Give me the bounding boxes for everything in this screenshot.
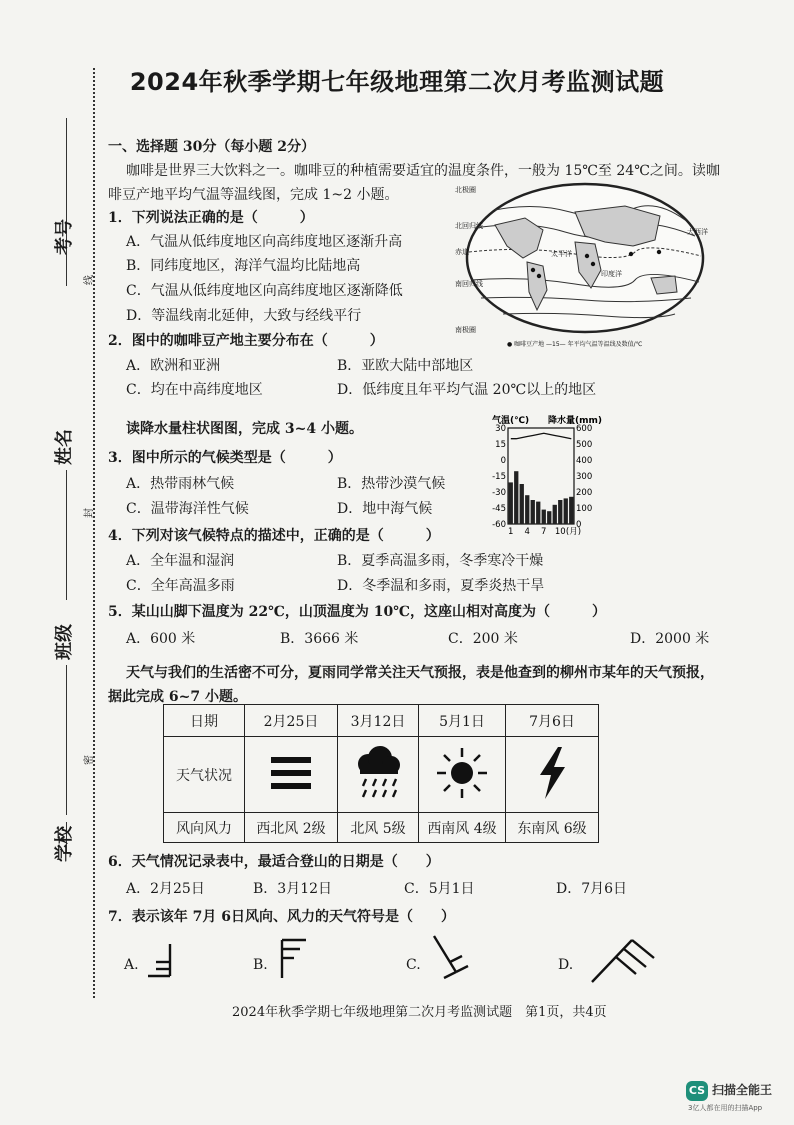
- precip-bar: [520, 484, 524, 524]
- wind-symbol-a: [144, 940, 184, 982]
- q2-option-a: A．欧洲和亚洲: [126, 358, 221, 374]
- right-tick-label: 500: [576, 440, 593, 450]
- q2-stem: 2．图中的咖啡豆产地主要分布在（ ）: [108, 333, 384, 349]
- weather-cell: [338, 737, 419, 813]
- q4-option-c: C．全年高温多雨: [126, 578, 235, 594]
- q7-option-b: B.: [253, 957, 268, 973]
- q1-option-a: A．气温从低纬度地区向高纬度地区逐渐升高: [126, 234, 403, 250]
- q6-option-b: B．3月12日: [253, 881, 333, 897]
- q1-option-c: C．气温从低纬度地区向高纬度地区逐渐降低: [126, 283, 403, 299]
- q1-stem: 1．下列说法正确的是（ ）: [108, 210, 314, 226]
- map-label-north-polar: 北极圈: [455, 186, 476, 194]
- temperature-line: [511, 433, 572, 438]
- q4-option-a: A．全年温和湿润: [126, 553, 235, 569]
- q7-option-a: A.: [124, 957, 139, 973]
- weather-cell: [419, 737, 506, 813]
- xian-mark: 线: [84, 275, 95, 285]
- precip-bar: [509, 482, 513, 524]
- precip-bar: [514, 471, 518, 524]
- lightning-icon: [532, 745, 572, 801]
- fog-icon: [269, 753, 313, 793]
- q5-option-b: B．3666 米: [280, 631, 359, 647]
- right-tick-label: 0: [576, 520, 582, 530]
- q1-option-b: B．同纬度地区，海洋气温均比陆地高: [126, 258, 361, 274]
- precip-bar: [531, 500, 535, 524]
- map-caption: ● 咖啡豆产地 —15— 年平均气温等温线及数值/℃: [507, 341, 643, 348]
- x-tick-label: 10: [554, 527, 566, 536]
- intro-line-2: 啡豆产地平均气温等温线图，完成 1~2 小题。: [108, 187, 399, 203]
- page-footer: 2024年秋季学期七年级地理第二次月考监测试题 第1页，共4页: [232, 1005, 607, 1020]
- map-label-equator: 赤道: [455, 248, 469, 256]
- kaohao-label: 考号: [54, 219, 75, 255]
- x-tick-label: 1: [508, 527, 514, 536]
- right-tick-label: 100: [576, 504, 593, 514]
- q7-stem: 7．表示该年 7月 6日风向、风力的天气符号是（ ）: [108, 909, 455, 925]
- table-header-weather: 天气状况: [164, 737, 245, 813]
- x-tick-label: (月): [565, 527, 582, 536]
- q5-option-d: D．2000 米: [630, 631, 710, 647]
- precip-axis-label: 降水量(mm): [548, 416, 602, 426]
- feng-mark: 封: [84, 508, 95, 518]
- q4-option-d: D．冬季温和多雨，夏季炎热干旱: [337, 578, 545, 594]
- xuexiao-label: 学校: [54, 826, 75, 862]
- banji-line: [66, 665, 67, 815]
- map-label-pacific: 太平洋: [551, 250, 572, 258]
- table-header-date: 日期: [164, 705, 245, 737]
- weather-table: [163, 704, 599, 843]
- q5-option-a: A．600 米: [126, 631, 196, 647]
- chart-instruction: 读降水量柱状图图，完成 3~4 小题。: [126, 421, 363, 437]
- wind-cell: 北风 5级: [338, 813, 419, 843]
- precip-bar: [536, 502, 540, 524]
- intro67-line-1: 天气与我们的生活密不可分，夏雨同学常关注天气预报，表是他查到的柳州市某年的天气预报，: [126, 665, 714, 681]
- right-tick-label: 200: [576, 488, 593, 498]
- date-cell: 3月12日: [338, 705, 419, 737]
- precip-bar: [558, 500, 562, 524]
- q1-option-d: D．等温线南北延伸，大致与经线平行: [126, 308, 362, 324]
- weather-cell: [245, 737, 338, 813]
- q2-option-c: C．均在中高纬度地区: [126, 382, 263, 398]
- left-tick-label: 15: [495, 440, 506, 450]
- wind-cell: 东南风 6级: [506, 813, 599, 843]
- thunder-rain-icon: [352, 746, 404, 800]
- q4-option-b: B．夏季高温多雨，冬季寒冷干燥: [337, 553, 544, 569]
- precip-bar: [564, 498, 568, 524]
- page-title: 2024年秋季学期七年级地理第二次月考监测试题: [129, 68, 665, 96]
- section-heading: 一、选择题 30分（每小题 2分）: [108, 139, 315, 155]
- q6-option-d: D．7月6日: [556, 881, 628, 897]
- temp-axis-label: 气温(℃): [492, 416, 530, 426]
- intro67-line-2: 据此完成 6~7 小题。: [108, 689, 247, 705]
- xingming-line: [66, 470, 67, 600]
- left-tick-label: -45: [492, 504, 506, 514]
- q3-option-c: C．温带海洋性气候: [126, 501, 249, 517]
- precip-bar: [547, 511, 551, 524]
- q5-stem: 5．某山山脚下温度为 22℃，山顶温度为 10℃，这座山相对高度为（ ）: [108, 604, 607, 620]
- precip-bar: [525, 495, 529, 524]
- q3-option-b: B．热带沙漠气候: [337, 476, 446, 492]
- isotherm-map: [455, 180, 720, 350]
- q5-option-c: C．200 米: [448, 631, 518, 647]
- q6-option-c: C．5月1日: [404, 881, 475, 897]
- q4-stem: 4．下列对该气候特点的描述中，正确的是（ ）: [108, 528, 440, 544]
- q6-option-a: A．2月25日: [126, 881, 205, 897]
- wind-symbol-b: [276, 936, 316, 982]
- watermark-name: 扫描全能王: [712, 1083, 773, 1097]
- precip-bar: [569, 497, 573, 524]
- map-label-tropic-south: 南回归线: [455, 280, 483, 288]
- q2-option-d: D．低纬度且年平均气温 20℃以上的地区: [337, 382, 597, 398]
- right-tick-label: 400: [576, 456, 593, 466]
- precip-bar: [553, 505, 557, 524]
- right-tick-label: 300: [576, 472, 593, 482]
- map-label-tropic-north: 北回归线: [455, 222, 483, 230]
- camscanner-logo-icon: CS: [686, 1081, 708, 1101]
- left-tick-label: 0: [500, 456, 506, 466]
- map-label-south-polar: 南极圈: [455, 326, 476, 334]
- date-cell: 7月6日: [506, 705, 599, 737]
- left-tick-label: -15: [492, 472, 506, 482]
- map-label-indian: 印度洋: [601, 270, 622, 278]
- left-tick-label: -60: [492, 520, 506, 530]
- mi-mark: 密: [84, 755, 95, 765]
- date-cell: 5月1日: [419, 705, 506, 737]
- q3-option-a: A．热带雨林气候: [126, 476, 235, 492]
- xingming-label: 姓名: [54, 429, 75, 465]
- climate-chart: [478, 414, 606, 536]
- watermark-subtitle: 3亿人都在用的扫描App: [688, 1104, 763, 1112]
- x-tick-label: 7: [541, 527, 547, 536]
- q7-option-d: D.: [558, 957, 574, 973]
- sunny-icon: [434, 745, 490, 801]
- map-label-atlantic: 大西洋: [687, 228, 708, 236]
- left-tick-label: -30: [492, 488, 506, 498]
- right-tick-label: 600: [576, 424, 593, 434]
- q3-stem: 3．图中所示的气候类型是（ ）: [108, 450, 342, 466]
- weather-cell: [506, 737, 599, 813]
- left-tick-label: 30: [495, 424, 506, 434]
- table-header-wind: 风向风力: [164, 813, 245, 843]
- wind-symbol-d: [588, 930, 660, 986]
- q6-stem: 6．天气情况记录表中，最适合登山的日期是（ ）: [108, 854, 440, 870]
- q3-option-d: D．地中海气候: [337, 501, 433, 517]
- q7-option-c: C.: [406, 957, 421, 973]
- binding-dotted-line: [93, 68, 95, 998]
- x-tick-label: 4: [524, 527, 530, 536]
- date-cell: 2月25日: [245, 705, 338, 737]
- wind-cell: 西北风 2级: [245, 813, 338, 843]
- kaohao-line: [66, 118, 67, 286]
- precip-bar: [542, 510, 546, 524]
- banji-label: 班级: [54, 624, 75, 660]
- wind-cell: 西南风 4级: [419, 813, 506, 843]
- q2-option-b: B．亚欧大陆中部地区: [337, 358, 474, 374]
- intro-line-1: 咖啡是世界三大饮料之一。咖啡豆的种植需要适宜的温度条件，一般为 15℃至 24℃之间。读咖: [126, 163, 720, 179]
- wind-symbol-c: [428, 932, 476, 984]
